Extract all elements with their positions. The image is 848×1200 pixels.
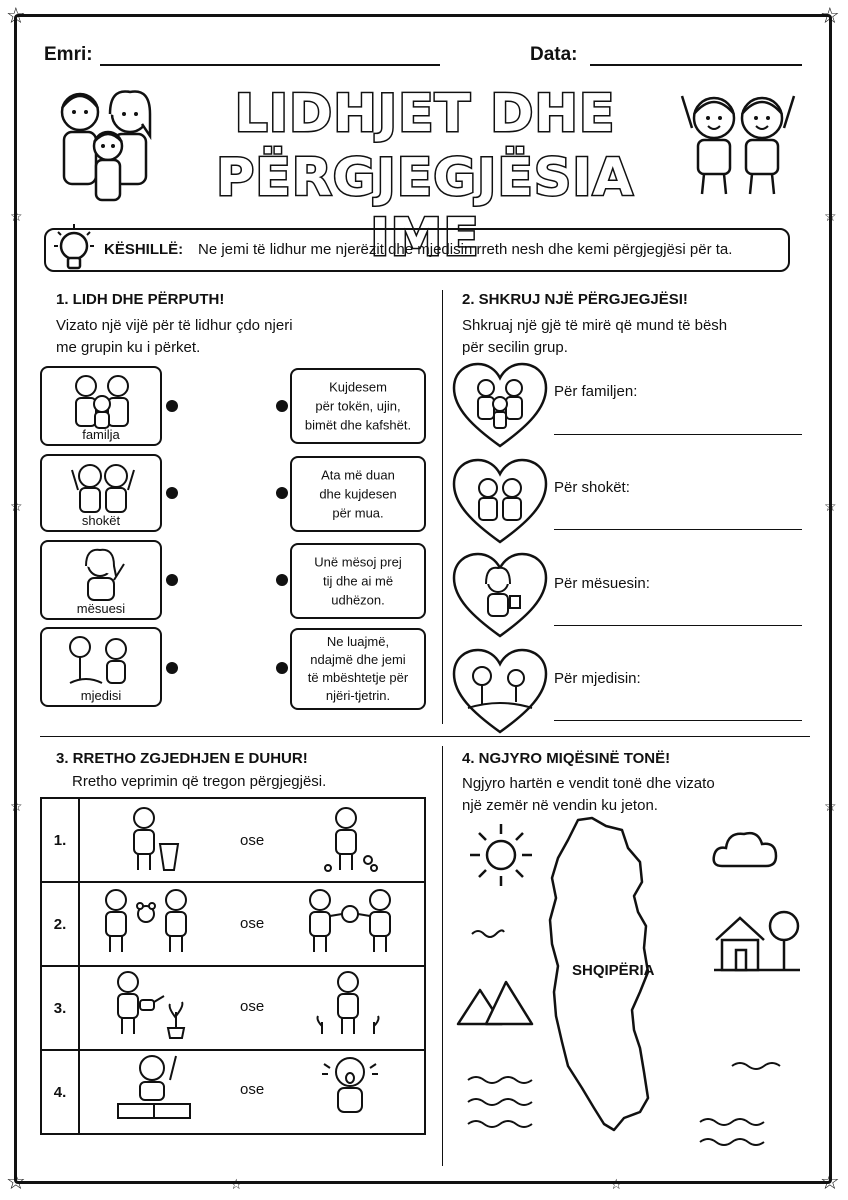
wave-icon — [730, 1058, 786, 1072]
star-icon: ☆ — [10, 209, 23, 225]
match-statement[interactable] — [290, 368, 426, 444]
section4-instructions: Ngjyro hartën e vendit tonë dhe vizato — [462, 775, 715, 792]
statement-text: Kujdesem për tokën, ujin, bimët dhe kafshët. — [304, 379, 412, 433]
card-label: familja — [82, 427, 120, 442]
heart-icon — [452, 458, 548, 546]
connect-dot[interactable] — [276, 400, 288, 412]
section3-instructions: Rretho veprimin që tregon përgjegjësi. — [72, 773, 327, 790]
write-line[interactable] — [554, 625, 802, 626]
section4-instructions: një zemër në vendin ku jeton. — [462, 797, 658, 814]
wave-icon — [698, 1114, 774, 1150]
sun-icon — [466, 820, 536, 890]
match-statement[interactable] — [290, 628, 426, 710]
prompt-label: Për mjedisin: — [554, 670, 641, 687]
section1-instructions: me grupin ku i përket. — [56, 339, 201, 356]
star-icon: ☆ — [10, 499, 23, 515]
house-icon — [710, 904, 802, 974]
date-label: Data: — [530, 44, 578, 65]
child-watering-plant-icon[interactable] — [110, 968, 194, 1040]
connect-dot[interactable] — [276, 574, 288, 586]
card-label: mjedisi — [80, 688, 122, 703]
date-field[interactable] — [590, 64, 802, 66]
star-icon: ☆ — [820, 4, 840, 29]
prompt-label: Për shokët: — [554, 479, 630, 496]
match-card-teacher[interactable] — [40, 540, 162, 620]
cloud-icon — [712, 826, 780, 870]
star-icon: ☆ — [6, 4, 26, 29]
section1-instructions: Vizato një vijë për të lidhur çdo njeri — [56, 317, 293, 334]
horizontal-divider — [40, 736, 810, 737]
tip-text: Ne jemi të lidhur me njerëzit dhe mjedisin rreth nesh dhe kemi përgjegjësi për ta. — [198, 241, 733, 258]
star-icon: ☆ — [824, 209, 837, 225]
match-card-friends[interactable] — [40, 454, 162, 532]
page-title-line1: LIDHJET DHE — [234, 84, 616, 144]
connect-dot[interactable] — [276, 487, 288, 499]
prompt-label: Për mësuesin: — [554, 575, 650, 592]
children-fighting-icon[interactable] — [302, 886, 398, 956]
family-icon — [70, 372, 136, 430]
match-card-family[interactable] — [40, 366, 162, 446]
section2-instructions: Shkruaj një gjë të mirë që mund të bësh — [462, 317, 728, 334]
row-number: 2. — [41, 882, 79, 966]
or-label: ose — [240, 832, 265, 849]
child-stepping-plants-icon[interactable] — [314, 968, 382, 1040]
vertical-divider — [442, 746, 443, 1166]
map-label: SHQIPËRIA — [572, 962, 655, 979]
section2-title: 2. SHKRUJ NJË PËRGJEGJËSI! — [462, 291, 688, 308]
write-line[interactable] — [554, 529, 802, 530]
write-line[interactable] — [554, 720, 802, 721]
star-icon: ☆ — [230, 1177, 243, 1193]
child-recycling-icon[interactable] — [124, 804, 184, 874]
section2-instructions: për secilin grup. — [462, 339, 568, 356]
name-field[interactable] — [100, 64, 440, 66]
or-label: ose — [240, 998, 265, 1015]
wave-icon — [470, 926, 504, 938]
friends-icon — [70, 460, 136, 514]
match-card-environment[interactable] — [40, 627, 162, 707]
heart-icon — [452, 362, 548, 450]
card-label: mësuesi — [76, 601, 126, 616]
card-label: shokët — [81, 513, 121, 528]
star-icon: ☆ — [6, 1170, 26, 1195]
section4-title: 4. NGJYRO MIQËSINË TONË! — [462, 750, 671, 767]
or-label: ose — [240, 915, 265, 932]
page-title-line2: PËRGJEGJËSIA IME — [216, 148, 634, 268]
star-icon: ☆ — [610, 1177, 623, 1193]
star-icon: ☆ — [10, 799, 23, 815]
star-icon: ☆ — [824, 799, 837, 815]
vertical-divider — [442, 290, 443, 724]
child-littering-icon[interactable] — [320, 804, 380, 874]
match-statement[interactable] — [290, 456, 426, 532]
section1-title: 1. LIDH DHE PËRPUTH! — [56, 291, 225, 308]
lightbulb-icon — [54, 222, 94, 278]
child-shouting-icon[interactable] — [314, 1050, 386, 1122]
connect-dot[interactable] — [166, 662, 178, 674]
family-icon — [52, 84, 170, 202]
heart-icon — [452, 552, 548, 640]
or-label: ose — [240, 1081, 265, 1098]
tip-label: KËSHILLË: — [104, 241, 184, 258]
connect-dot[interactable] — [166, 487, 178, 499]
connect-dot[interactable] — [166, 574, 178, 586]
connect-dot[interactable] — [166, 400, 178, 412]
connect-dot[interactable] — [276, 662, 288, 674]
prompt-label: Për familjen: — [554, 383, 638, 400]
nature-icon — [66, 633, 140, 691]
children-sharing-icon[interactable] — [98, 886, 194, 956]
wave-icon — [466, 1072, 536, 1132]
teacher-icon — [78, 546, 130, 602]
row-number: 4. — [41, 1050, 79, 1134]
section3-title: 3. RRETHO ZGJEDHJEN E DUHUR! — [56, 750, 308, 767]
match-statement[interactable] — [290, 543, 426, 619]
friends-icon — [678, 88, 798, 196]
star-icon: ☆ — [820, 1170, 840, 1195]
row-number: 3. — [41, 966, 79, 1050]
row-number: 1. — [41, 798, 79, 882]
statement-text: Unë mësoj prej tij dhe ai më udhëzon. — [314, 554, 402, 608]
child-reading-icon[interactable] — [112, 1050, 196, 1122]
statement-text: Ne luajmë, ndajmë dhe jemi të mbështetje për njëri-tjetrin. — [307, 634, 409, 703]
mountain-icon — [456, 976, 536, 1026]
name-label: Emri: — [44, 44, 93, 65]
statement-text: Ata më duan dhe kujdesen për mua. — [319, 467, 397, 521]
write-line[interactable] — [554, 434, 802, 435]
star-icon: ☆ — [824, 499, 837, 515]
heart-icon — [452, 648, 548, 736]
